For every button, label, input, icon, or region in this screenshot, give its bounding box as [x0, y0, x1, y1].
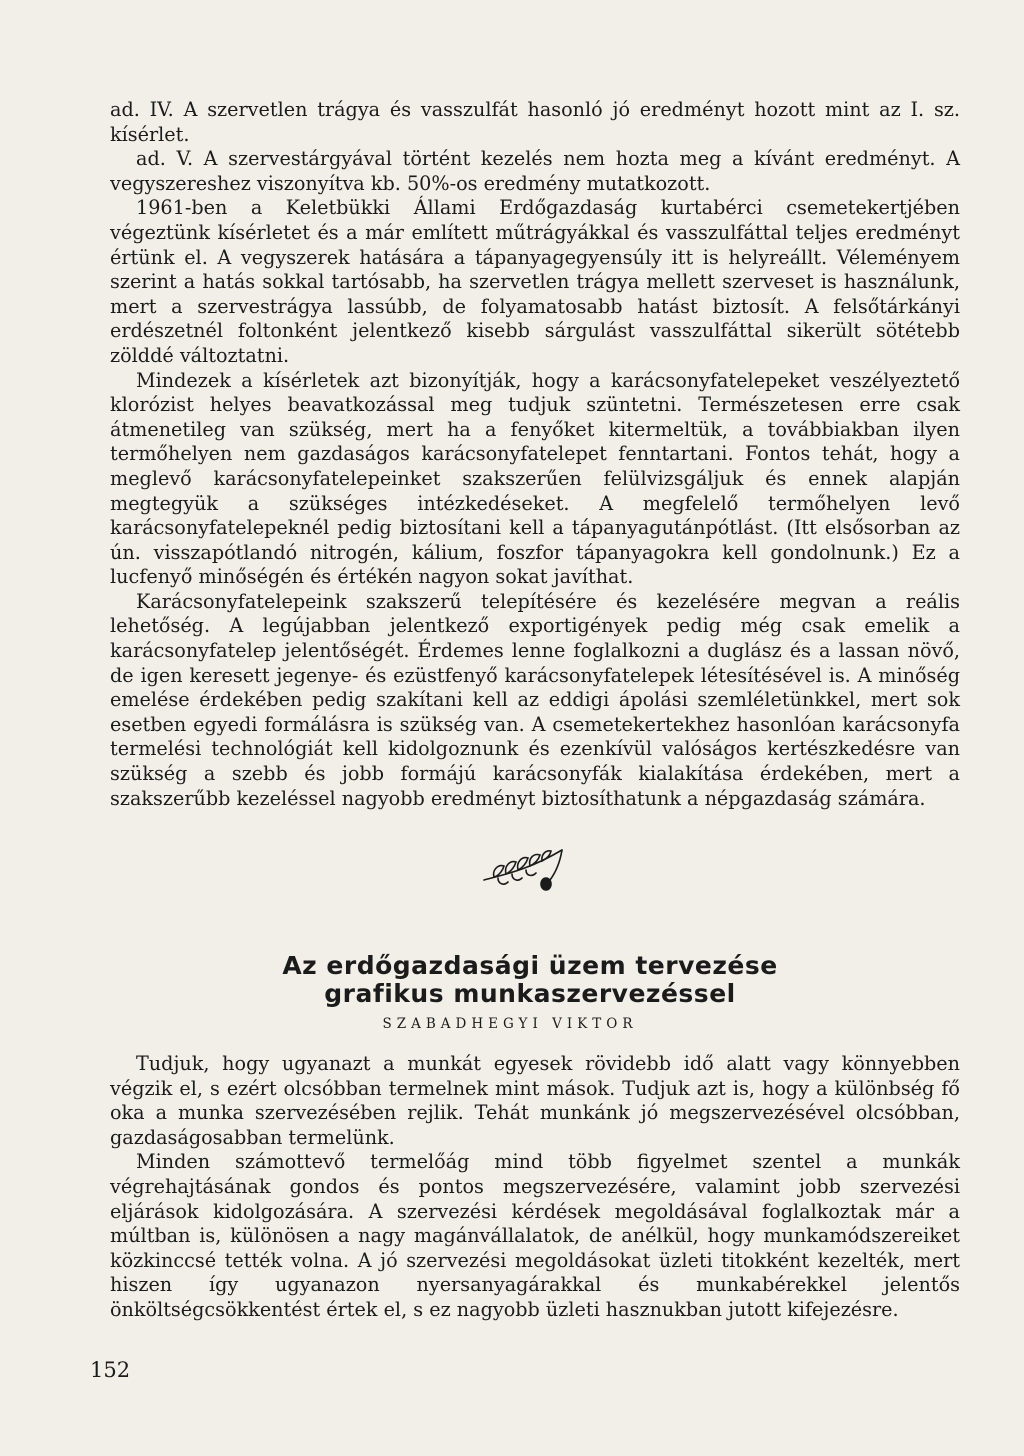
article-paragraph-2: Minden számottevő termelőág mind több figyelmet szentel a munkák végrehajtásának gondos és pontos megszervezésére, valamint jobb szervezési eljárások kidolgozására. A szervezési kérdések megoldásával foglalkoztak már a múltban is, különösen a nagy magánvállalatok, de anélkül, hogy munkamódszereiket közkinccsé tették volna. A jó szervezési megoldásokat üzleti titokként kezelték, mert hiszen így ugyanazon nyersanyagárakkal és munkabérekkel jelentős önköltségcsökkentést értek el, s ez nagyobb üzleti hasznukban jutott kifejezésre. — [110, 1150, 960, 1321]
article-paragraph-1: Tudjuk, hogy ugyanazt a munkát egyesek rövidebb idő alatt vagy könnyebben végzik el, s ezért olcsóbban termelnek mint mások. Tudjuk azt is, hogy a különbség fő oka a munka szervezésében rejlik. Tehát munkánk jó megszervezésével olcsóbban, gazdaságosabban termelünk. — [110, 1052, 960, 1149]
article-title-line-1: Az erdőgazdasági üzem tervezése — [282, 951, 778, 980]
paragraph-1961: 1961-ben a Keletbükki Állami Erdőgazdaság kurtabérci csemetekertjében végeztünk kísérletet és a már említett műtrágyákkal és vasszulfáttal teljes eredményt értünk el. A vegyszerek hatására a tápanyagegyensúly itt is helyreállt. Véleményem szerint a hatás sokkal tartósabb, ha szervetlen trágya mellett szerveset is használunk, mert a szervestrágya lassúbb, de folyamatosabb hatást biztosít. A felsőtárkányi erdészetnél foltonként jelentkező kisebb sárgulást vasszulfáttal sikerült sötétebb zölddé változtatni. — [110, 196, 960, 367]
paragraph-karacsonyfatelepeink: Karácsonyfatelepeink szakszerű telepítésére és kezelésére megvan a reális lehetőség. A legújabban jelentkező exportigények pedig még csak emelik a karácsonyfatelep jelentőségét. Érdemes lenne foglalkozni a duglász és a lassan növő, de igen keresett jegenye- és ezüstfenyő karácsonyfatelepek létesítésével is. A minőség emelése érdekében pedig szakítani kell az eddigi ápolási szemléletünkkel, mert sok esetben egyedi formálásra is szükség van. A csemetekertekhez hasonlóan karácsonyfa termelési technológiát kell kidolgoznunk és ezenkívül valóságos kertészkedésre van szükség a szebb és jobb formájú karácsonyfák kialakítása érdekében, mert a szakszerűbb kezeléssel nagyobb eredményt biztosíthatunk a népgazdaság számára. — [110, 589, 960, 810]
article-title — [130, 952, 930, 1008]
section-a-text — [110, 98, 960, 811]
article-body — [110, 1052, 960, 1323]
paragraph-ad-iv: ad. IV. A szervetlen trágya és vasszulfát hasonló jó eredményt hozott mint az I. sz. kísérlet. — [110, 98, 960, 146]
leaf-ornament-icon — [476, 842, 576, 894]
author-byline: SZABADHEGYI VIKTOR — [382, 1016, 638, 1032]
paragraph-mindezek: Mindezek a kísérletek azt bizonyítják, hogy a karácsonyfatelepeket veszélyeztető klorózist helyes beavatkozással meg tudjuk szüntetni. Természetesen erre csak átmenetileg van szükség, mert ha a fenyőket kitermeltük, a továbbiakban ilyen termőhelyen nem gazdaságos karácsonyfatelepet fenntartani. Fontos tehát, hogy a meglevő karácsonyfatelepeinket szakszerűen felülvizsgáljuk és ennek alapján megtegyük a szükséges intézkedéseket. A megfelelő termőhelyen levő karácsonyfatelepeknél pedig biztosítani kell a tápanyagutánpótlást. (Itt elsősorban az ún. visszapótlandó nitrogén, kálium, foszfor tápanyagokra kell gondolnunk.) Ez a lucfenyő minőségén és értékén nagyon sokat javíthat. — [110, 368, 960, 589]
article-title-line-2: grafikus munkaszervezéssel — [324, 979, 736, 1008]
page-number: 152 — [90, 1358, 131, 1382]
paragraph-ad-v: ad. V. A szervestárgyával történt kezelés nem hozta meg a kívánt eredményt. A vegyszereshez viszonyítva kb. 50%-os eredmény mutatkozott. — [110, 147, 960, 195]
